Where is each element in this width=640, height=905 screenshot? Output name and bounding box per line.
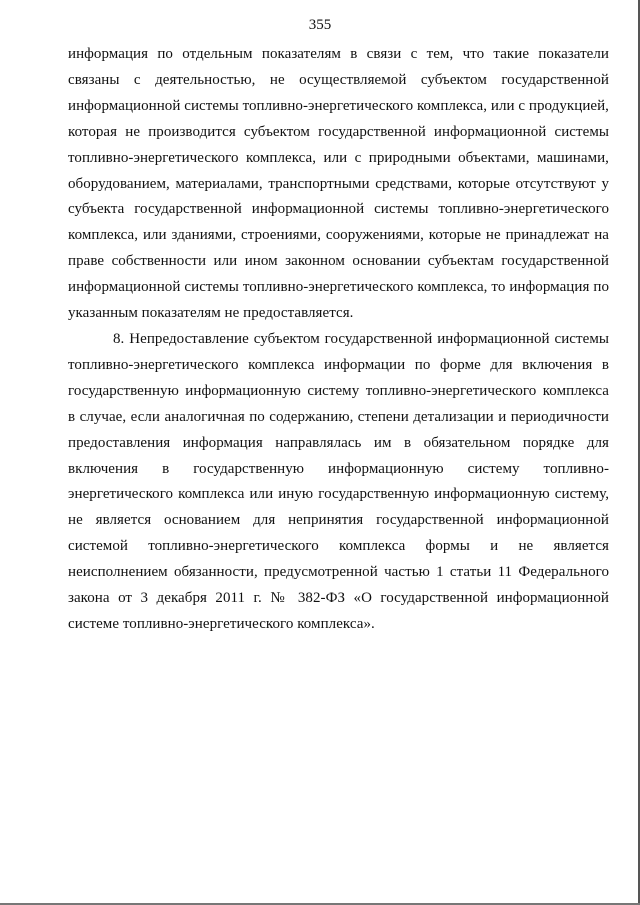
document-body <box>68 42 609 638</box>
page-number: 355 <box>308 17 332 33</box>
paragraph-item-8: 8. Непредоставление субъектом государственной информационной системы топливно-энергетического комплекса информации по форме для включения в государственную информационную систему топливно-энергетического комплекса в случае, если аналогичная по содержанию, степени детализации и периодичности предоставления информация направлялась им в обязательном порядке для включения в государственную информационную систему топливно-энергетического комплекса или иную государственную информационную систему, не является основанием для непринятия государственной информационной системой топливно-энергетического комплекса формы и не является неисполнением обязанности, предусмотренной частью 1 статьи 11 Федерального закона от 3 декабря 2011 г. № 382-ФЗ «О государственной информационной системе топливно-энергетического комплекса». <box>68 330 609 632</box>
paragraph-continuation: информация по отдельным показателям в связи с тем, что такие показатели связаны с деятельностью, не осуществляемой субъектом государственной информационной системы топливно-энергетического комплекса, или с продукцией, которая не производится субъектом государственной информационной системы топливно-энергетического комплекса, или с природными объектами, машинами, оборудованием, материалами, транспортными средствами, которые отсутствуют у субъекта государственной информационной системы топливно-энергетического комплекса, или зданиями, строениями, сооружениями, которые не принадлежат на праве собственности или ином законном основании субъектам государственной информационной системы топливно-энергетического комплекса, то информация по указанным показателям не предоставляется. <box>68 46 609 322</box>
